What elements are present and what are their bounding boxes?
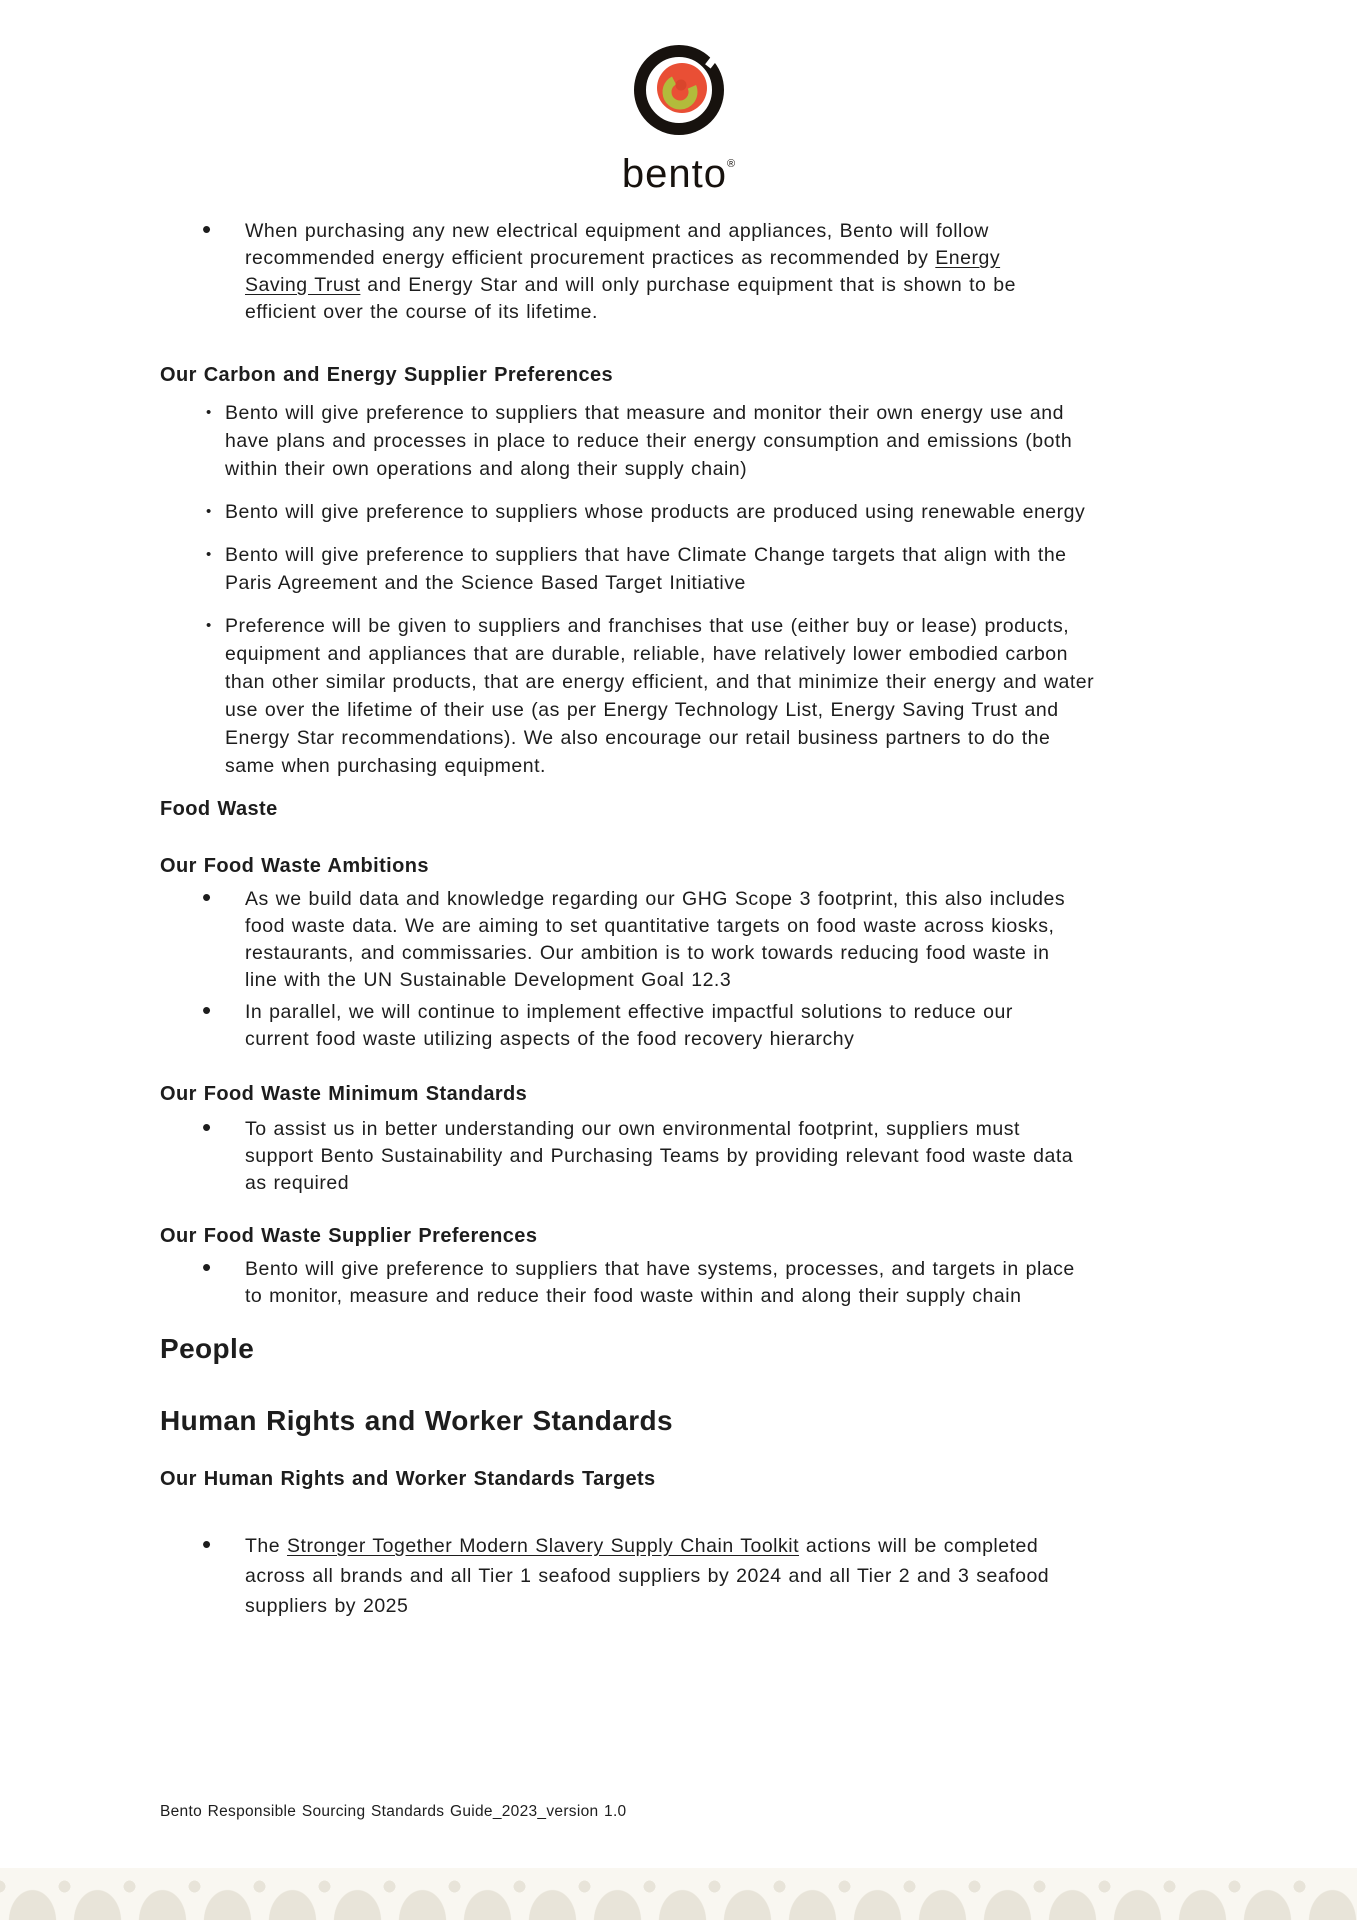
food-waste-supplier-preferences-list bbox=[160, 1256, 1107, 1310]
scalloped-border-decoration bbox=[0, 1868, 1357, 1920]
people-heading: People bbox=[160, 1333, 255, 1364]
list-item bbox=[160, 218, 1060, 326]
brand-name: bento bbox=[621, 152, 727, 196]
bento-logo-icon bbox=[594, 40, 764, 142]
registered-trademark-mark: ® bbox=[727, 158, 736, 170]
document-footer: Bento Responsible Sourcing Standards Guide_2023_version 1.0 bbox=[160, 1803, 627, 1820]
bullet-text: actions will be completed across all brands and all Tier 1 seafood suppliers by 2024 and all Tier 2 and 3 seafood suppliers by 2025 bbox=[245, 1535, 1050, 1617]
list-item: • To assist us in better understanding our own environmental footprint, suppliers must support Bento Sustainability and Purchasing Teams by providing relevant food waste data as required bbox=[160, 1116, 1075, 1197]
food-waste-heading: Food Waste bbox=[160, 798, 278, 820]
logo-block bbox=[0, 0, 1357, 194]
carbon-energy-supplier-preferences-heading: Our Carbon and Energy Supplier Preferences bbox=[160, 364, 614, 386]
energy-saving-trust-link[interactable]: Energy Saving Trust bbox=[245, 247, 1001, 296]
list-item: • Preference will be given to suppliers and franchises that use (either buy or lease) products, equipment and appliances that are durable, reliable, have relatively lower embodied carbon than other similar products, that are energy efficient, and that minimize their energy and water use over the lifetime of their use (as per Energy Technology List, Energy Saving Trust and Energy Star recommendations). We also encourage our retail business partners to do the same when purchasing equipment. bbox=[160, 612, 1105, 780]
human-rights-targets-list bbox=[160, 1531, 1107, 1621]
list-item: • Bento will give preference to suppliers that have systems, processes, and targets in place to monitor, measure and reduce their food waste within and along their supply chain bbox=[160, 1256, 1075, 1310]
food-waste-ambitions-list bbox=[160, 886, 1107, 1053]
list-item: • Bento will give preference to suppliers that measure and monitor their own energy use and have plans and processes in place to reduce their energy consumption and emissions (both within their own operations and along their supply chain) bbox=[160, 399, 1105, 483]
bullet-text: The bbox=[245, 1535, 288, 1557]
brand-wordmark bbox=[0, 144, 1357, 194]
food-waste-minimum-standards-list bbox=[160, 1116, 1107, 1197]
stronger-together-toolkit-link[interactable]: Stronger Together Modern Slavery Supply Chain Toolkit bbox=[287, 1535, 799, 1557]
food-waste-minimum-standards-heading: Our Food Waste Minimum Standards bbox=[160, 1083, 528, 1105]
energy-procurement-list bbox=[160, 218, 1107, 326]
food-waste-ambitions-heading: Our Food Waste Ambitions bbox=[160, 855, 429, 877]
human-rights-worker-standards-heading: Human Rights and Worker Standards bbox=[160, 1405, 673, 1436]
bullet-text: and Energy Star and will only purchase equipment that is shown to be efficient over the course of its lifetime. bbox=[245, 274, 1016, 323]
human-rights-targets-heading: Our Human Rights and Worker Standards Targets bbox=[160, 1468, 656, 1490]
list-item: • Bento will give preference to suppliers whose products are produced using renewable energy bbox=[160, 498, 1105, 526]
food-waste-supplier-preferences-heading: Our Food Waste Supplier Preferences bbox=[160, 1225, 538, 1247]
document-content bbox=[0, 218, 1357, 1621]
bullet-text: When purchasing any new electrical equipment and appliances, Bento will follow recommended energy efficient procurement practices as recommended by bbox=[245, 220, 989, 269]
list-item: • Bento will give preference to suppliers that have Climate Change targets that align with the Paris Agreement and the Science Based Target Initiative bbox=[160, 541, 1105, 597]
list-item: • In parallel, we will continue to implement effective impactful solutions to reduce our current food waste utilizing aspects of the food recovery hierarchy bbox=[160, 999, 1075, 1053]
carbon-supplier-preferences-list bbox=[160, 399, 1107, 780]
list-item bbox=[160, 1531, 1095, 1621]
list-item: • As we build data and knowledge regarding our GHG Scope 3 footprint, this also includes food waste data. We are aiming to set quantitative targets on food waste across kiosks, restaurants, and commissaries. Our ambition is to work towards reducing food waste in line with the UN Sustainable Development Goal 12.3 bbox=[160, 886, 1075, 994]
